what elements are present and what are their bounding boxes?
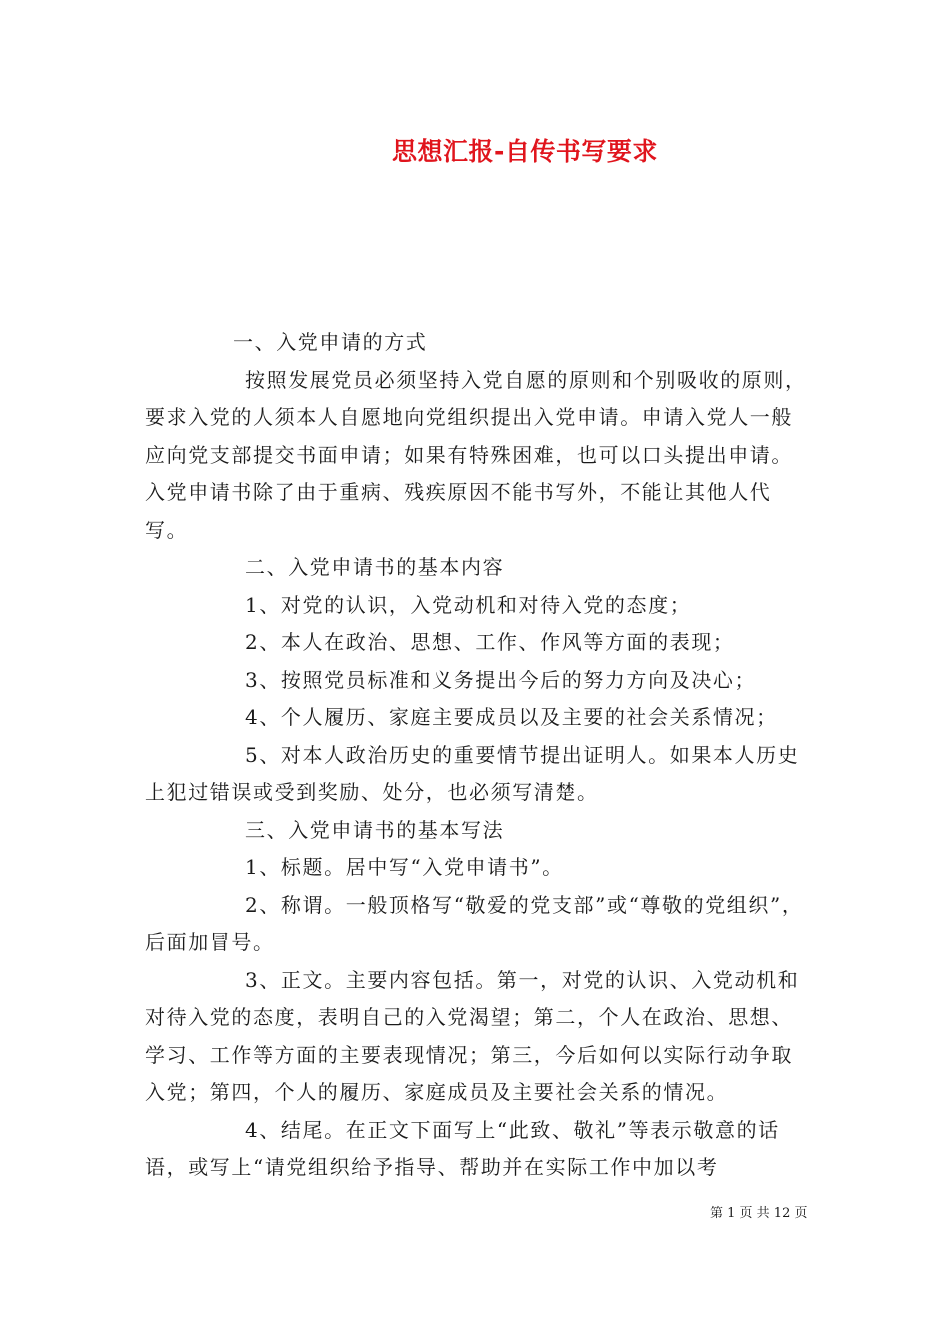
document-body xyxy=(145,324,810,1187)
list-item-writing-1: 1、标题。居中写“入党申请书”。 xyxy=(245,855,564,879)
paragraph-application-method: 按照发展党员必须坚持入党自愿的原则和个别吸收的原则，要求入党的人须本人自愿地向党组织提出入党申请。申请入党人一般应向党支部提交书面申请；如果有特殊困难，也可以口头提出申请。入党申请书除了由于重病、残疾原因不能书写外，不能让其他人代写。 xyxy=(145,367,807,542)
list-item-content-1: 1、对党的认识，入党动机和对待入党的态度； xyxy=(245,592,692,617)
list-item-content-4: 4、个人履历、家庭主要成员以及主要的社会关系情况； xyxy=(245,705,778,729)
list-item-writing-2: 2、称谓。一般顶格写“敬爱的党支部”或“尊敬的党组织”，后面加冒号。 xyxy=(145,892,804,954)
document-title: 思想汇报-自传书写要求 xyxy=(392,137,658,166)
list-item-content-3: 3、按照党员标准和义务提出今后的努力方向及决心； xyxy=(245,667,757,692)
list-item-content-2: 2、本人在政治、思想、工作、作风等方面的表现； xyxy=(245,630,735,654)
section-heading-2: 二、入党申请书的基本内容 xyxy=(245,555,505,579)
list-item-writing-4: 4、结尾。在正文下面写上“此致、敬礼”等表示敬意的话语，或写上“请党组织给予指导、帮助并在实际工作中加以考 xyxy=(145,1117,780,1179)
section-heading-1: 一、入党申请的方式 xyxy=(233,330,428,354)
list-item-writing-3: 3、正文。主要内容包括。第一，对党的认识、入党动机和对待入党的态度，表明自己的入党渴望；第二，个人在政治、思想、学习、工作等方面的主要表现情况；第三，今后如何以实际行动争取入党；第四，个人的履历、家庭成员及主要社会关系的情况。 xyxy=(145,967,800,1104)
section-heading-3: 三、入党申请书的基本写法 xyxy=(245,817,505,842)
list-item-content-5: 5、对本人政治历史的重要情节提出证明人。如果本人历史上犯过错误或受到奖励、处分，也必须写清楚。 xyxy=(145,742,800,804)
page-number-footer: 第 1 页 共 12 页 xyxy=(710,1206,808,1221)
